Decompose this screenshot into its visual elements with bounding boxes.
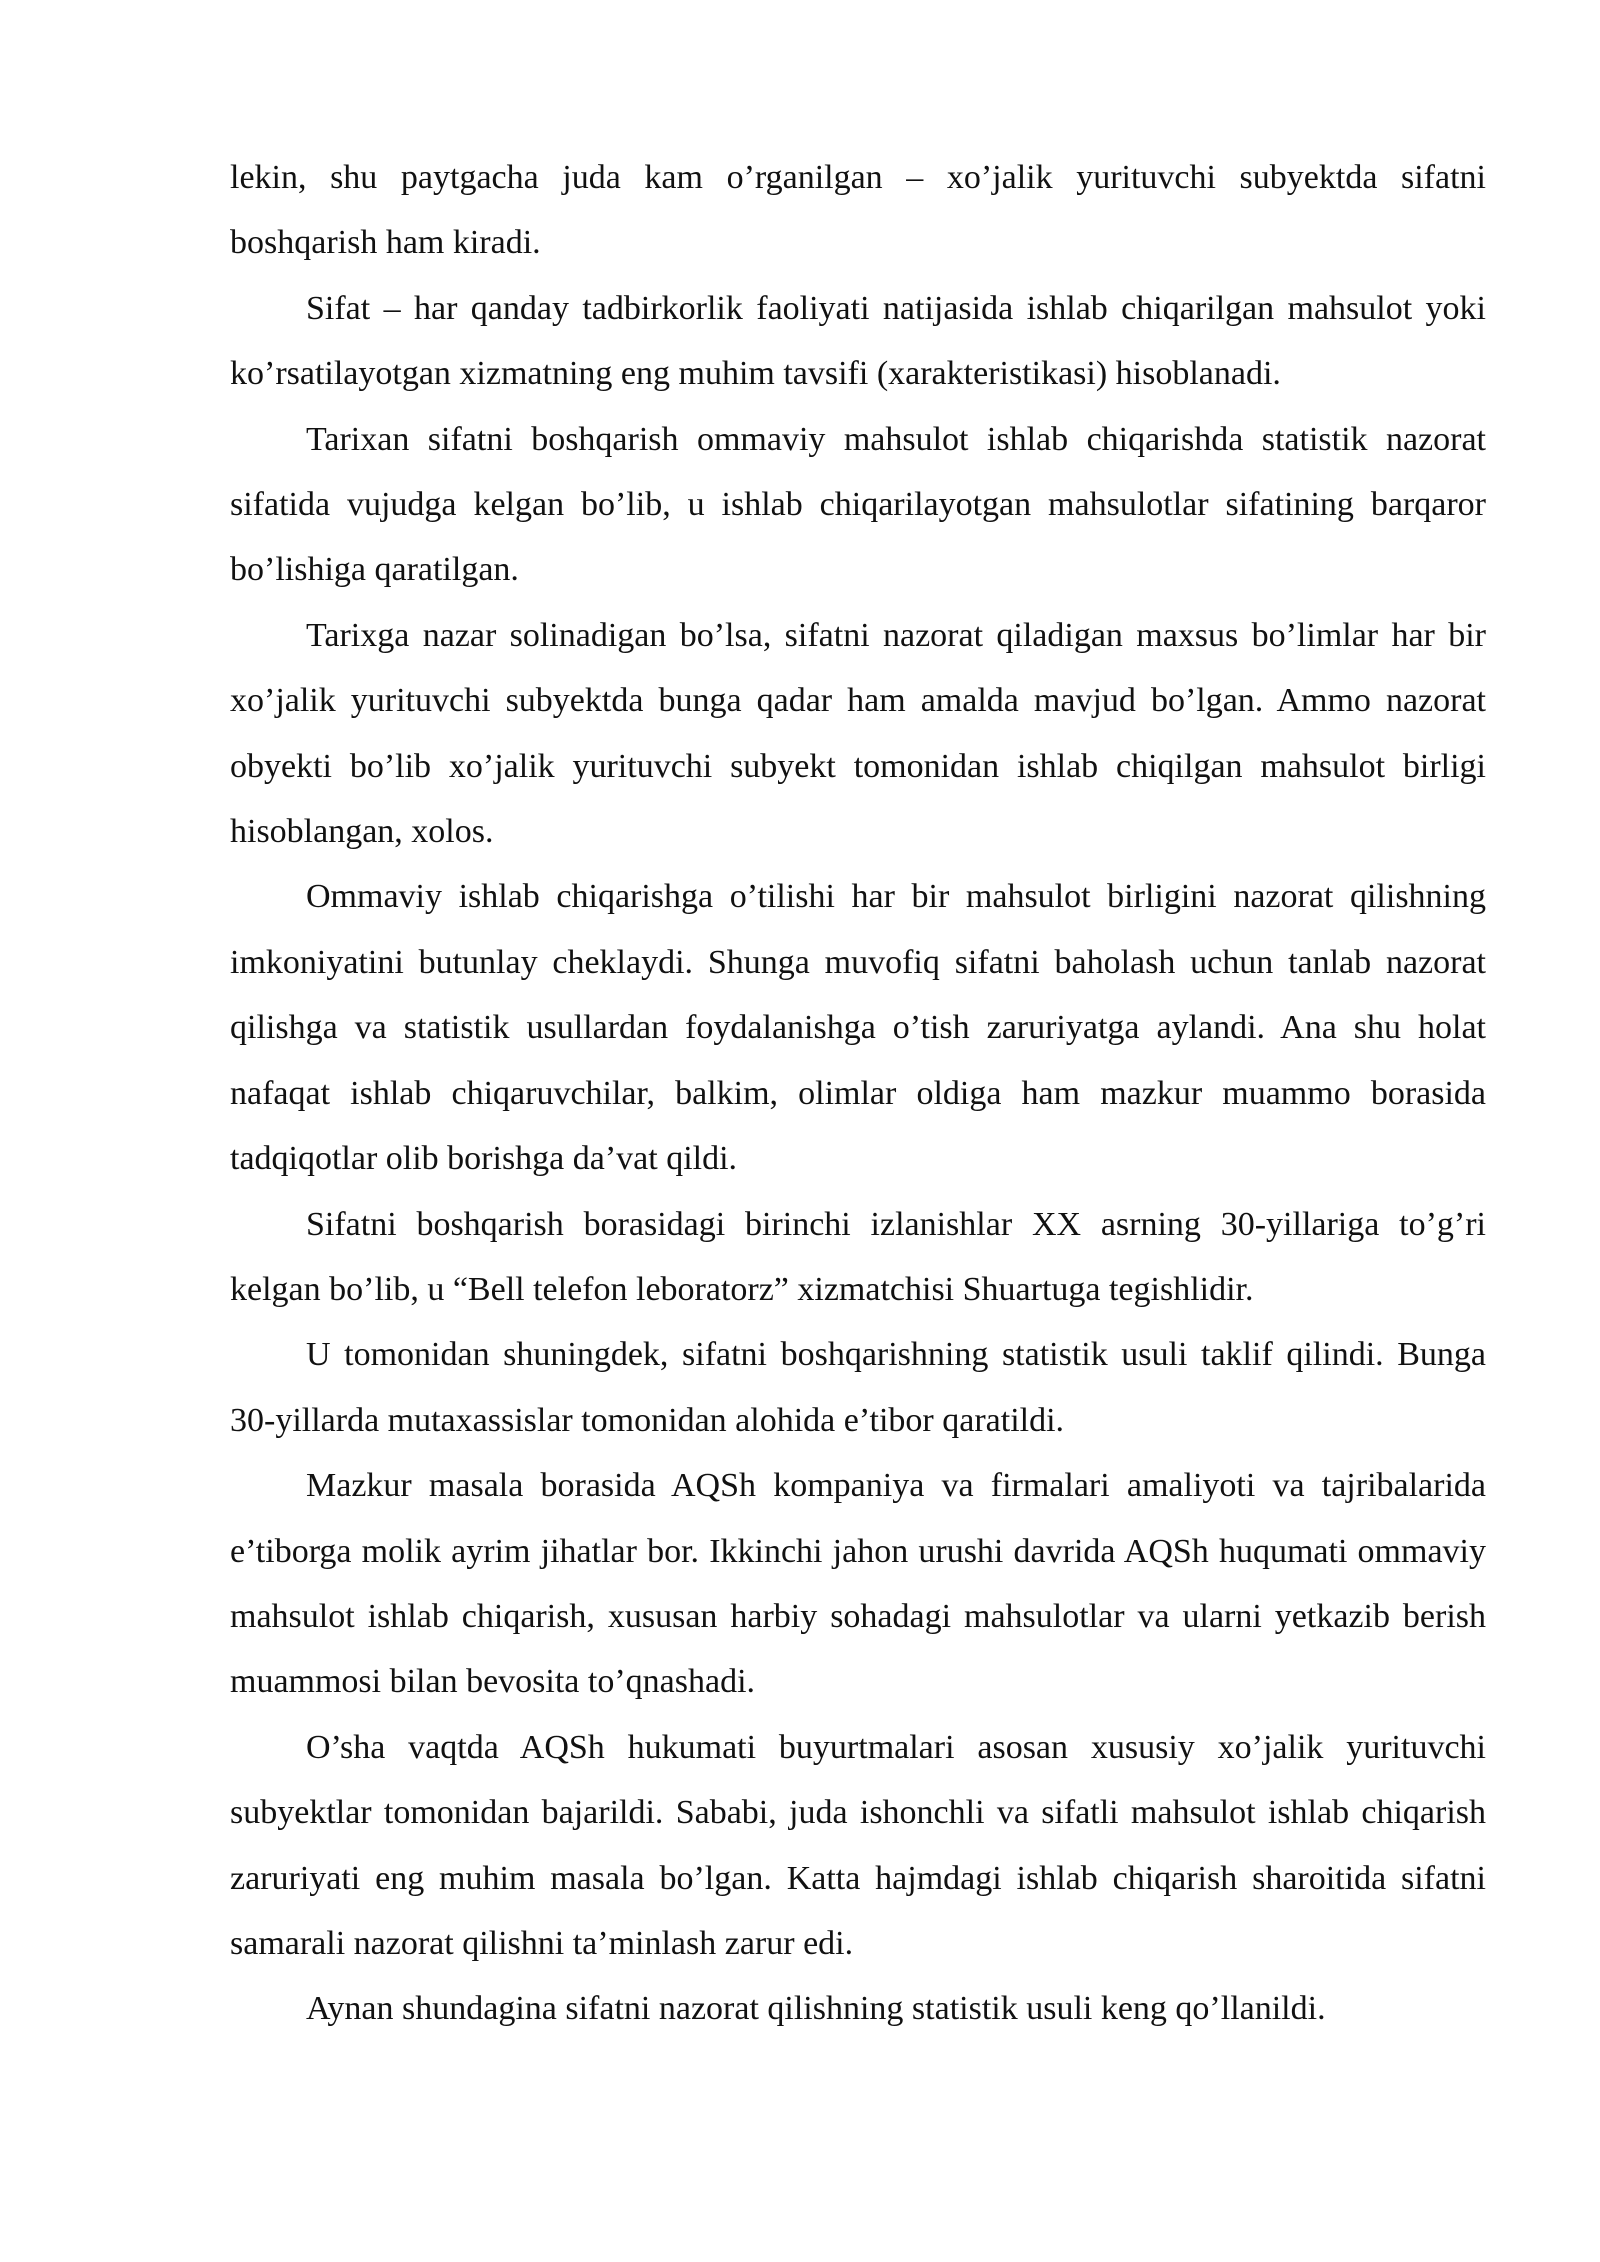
paragraph-mass-production: Ommaviy ishlab chiqarishga o’tilishi har bir mahsulot birligini nazorat qilishning imkoniyatini butunlay cheklaydi. Shunga muvofiq sifatni baholash uchun tanlab nazorat qilishga va statistik usullardan foydalanishga o’tish zaruriyatga aylandi. Ana shu holat nafaqat ishlab chiqaruvchilar, balkim, olimlar oldiga ham mazkur muammo borasida tadqiqotlar olib borishga da’vat qildi. xyxy=(230,878,1486,1178)
paragraph-usa-experience: Mazkur masala borasida AQSh kompaniya va firmalari amaliyoti va tajribalarida e’tiborga molik ayrim jihatlar bor. Ikkinchi jahon urushi davrida AQSh huqumati ommaviy mahsulot ishlab chiqarish, xususan harbiy sohadagi mahsulotlar va ularni yetkazib berish muammosi bilan bevosita to’qnashadi. xyxy=(230,1467,1486,1701)
paragraph-conclusion: Aynan shundagina sifatni nazorat qilishning statistik usuli keng qo’llanildi. xyxy=(306,1990,1326,2028)
paragraph-government-orders: O’sha vaqtda AQSh hukumati buyurtmalari asosan xususiy xo’jalik yurituvchi subyektlar tomonidan bajarildi. Sababi, juda ishonchli va sifatli mahsulot ishlab chiqarish zaruriyati eng muhim masala bo’lgan. Katta hajmdagi ishlab chiqarish sharoitida sifatni samarali nazorat qilishni ta’minlash zarur edi. xyxy=(230,1728,1486,1962)
paragraph-historical-origin: Tarixan sifatni boshqarish ommaviy mahsulot ishlab chiqarishda statistik nazorat sifatida vujudga kelgan bo’lib, u ishlab chiqarilayotgan mahsulotlar sifatining barqaror bo’lishiga qaratilgan. xyxy=(230,420,1486,589)
paragraph-quality-definition: Sifat – har qanday tadbirkorlik faoliyati natijasida ishlab chiqarilgan mahsulot yoki ko’rsatilayotgan xizmatning eng muhim tavsifi (xarakteristikasi) hisoblanadi. xyxy=(230,289,1486,393)
paragraph-statistical-method: U tomonidan shuningdek, sifatni boshqarishning statistik usuli taklif qilindi. Bunga 30-yillarda mutaxassislar tomonidan alohida e’tibor qaratildi. xyxy=(230,1336,1486,1439)
document-body xyxy=(230,145,1486,2042)
paragraph-control-departments: Tarixga nazar solinadigan bo’lsa, sifatni nazorat qiladigan maxsus bo’limlar har bir xo’jalik yurituvchi subyektda bunga qadar ham amalda mavjud bo’lgan. Ammo nazorat obyekti bo’lib xo’jalik yurituvchi subyekt tomonidan ishlab chiqilgan mahsulot birligi hisoblangan, xolos. xyxy=(230,616,1486,851)
paragraph-continuation: lekin, shu paytgacha juda kam o’rganilgan – xo’jalik yurituvchi subyektda sifatni boshqarish ham kiradi. xyxy=(230,159,1486,262)
paragraph-first-research: Sifatni boshqarish borasidagi birinchi izlanishlar XX asrning 30-yillariga to’g’ri kelgan bo’lib, u “Bell telefon leboratorz” xizmatchisi Shuartuga tegishlidir. xyxy=(230,1205,1486,1308)
